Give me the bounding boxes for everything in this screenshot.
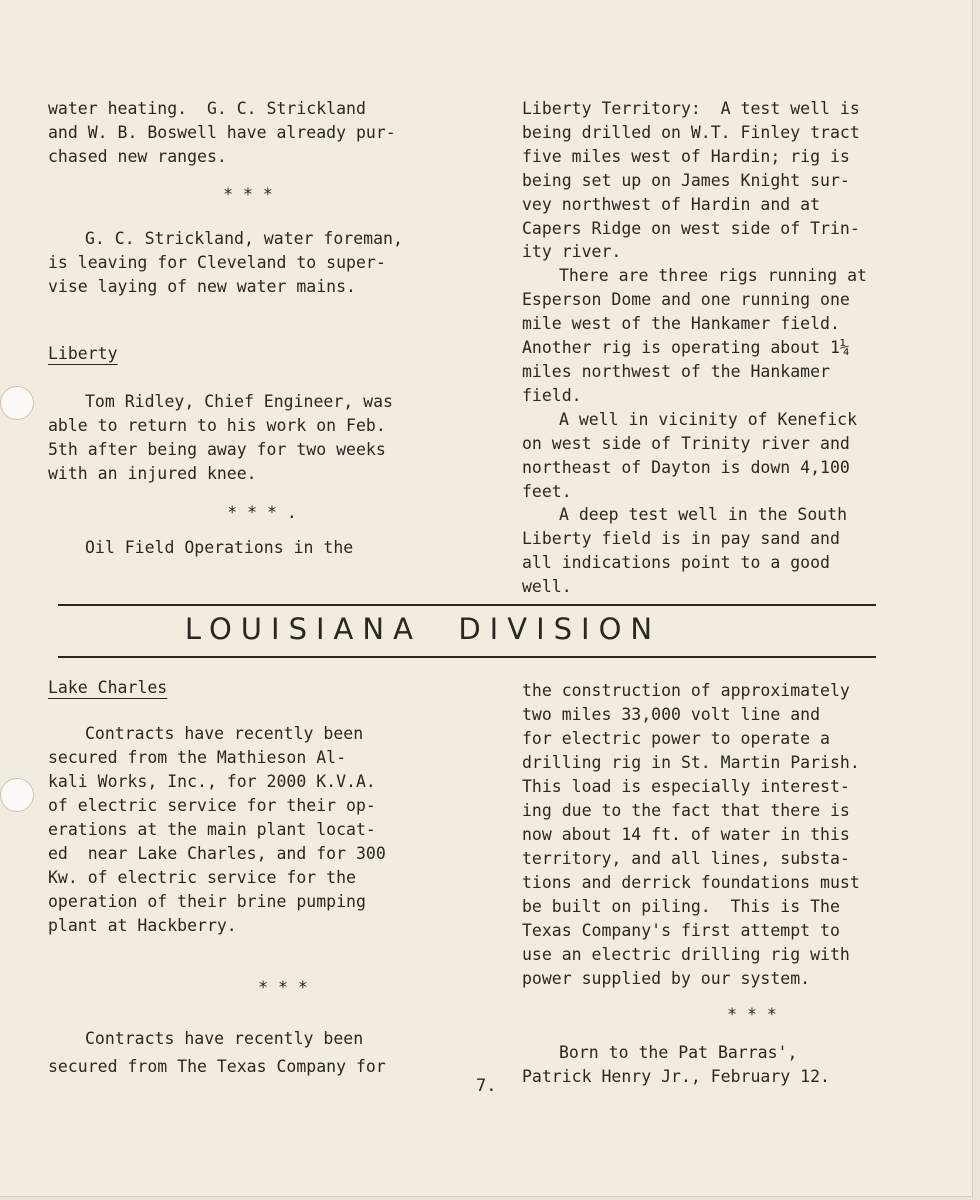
- text-line: feet.: [522, 481, 572, 501]
- punch-hole: [0, 778, 34, 812]
- text-line: There are three rigs running at: [559, 266, 867, 286]
- text-line: Liberty field is in pay sand and: [522, 529, 840, 549]
- text-line: miles northwest of the Hankamer: [522, 361, 830, 381]
- text-line: use an electric drilling rig with: [522, 945, 850, 964]
- text-line: now about 14 ft. of water in this: [522, 825, 850, 844]
- section-separator: * * *: [223, 185, 273, 204]
- text-line: tions and derrick foundations must: [522, 873, 860, 892]
- text-line: Born to the Pat Barras',: [559, 1043, 798, 1062]
- text-line: Texas Company's first attempt to: [522, 921, 840, 940]
- text-line: power supplied by our system.: [522, 969, 811, 988]
- text-line: mile west of the Hankamer field.: [522, 314, 840, 334]
- division-rule-top: [58, 604, 876, 606]
- section-heading: Liberty: [48, 344, 118, 363]
- text-line: ing due to the fact that there is: [522, 801, 850, 820]
- text-line: on west side of Trinity river and: [522, 433, 850, 453]
- section-separator: * * *: [258, 978, 308, 997]
- text-line: with an injured knee.: [48, 464, 257, 483]
- text-line: chased new ranges.: [48, 147, 227, 166]
- text-line: A deep test well in the South: [559, 505, 848, 525]
- text-line: secured from the Mathieson Al-: [48, 748, 347, 767]
- text-line: Capers Ridge on west side of Trin-: [522, 218, 860, 238]
- text-line: Liberty Territory: A test well is: [522, 99, 860, 118]
- text-line: 5th after being away for two weeks: [48, 440, 386, 459]
- bottom-right-column: [522, 679, 942, 1089]
- text-line: territory, and all lines, substa-: [522, 849, 850, 868]
- text-line: being set up on James Knight sur-: [522, 170, 850, 190]
- text-line: ed near Lake Charles, and for 300: [48, 844, 386, 863]
- text-line: and W. B. Boswell have already pur-: [48, 123, 396, 142]
- text-line: water heating. G. C. Strickland: [48, 99, 366, 118]
- text-line: secured from The Texas Company for: [48, 1057, 386, 1076]
- text-line: A well in vicinity of Kenefick: [559, 409, 858, 429]
- text-line: Tom Ridley, Chief Engineer, was: [85, 392, 393, 411]
- top-left-column: [48, 97, 468, 560]
- text-line: five miles west of Hardin; rig is: [522, 146, 850, 166]
- text-line: plant at Hackberry.: [48, 916, 237, 935]
- text-line: operation of their brine pumping: [48, 892, 366, 911]
- text-line: able to return to his work on Feb.: [48, 416, 386, 435]
- text-line: This load is especially interest-: [522, 777, 850, 796]
- text-line: erations at the main plant locat-: [48, 820, 376, 839]
- text-line: Patrick Henry Jr., February 12.: [522, 1067, 830, 1086]
- text-line: northeast of Dayton is down 4,100: [522, 457, 850, 477]
- text-line: for electric power to operate a: [522, 729, 830, 748]
- text-line: drilling rig in St. Martin Parish.: [522, 753, 860, 772]
- text-line: two miles 33,000 volt line and: [522, 705, 821, 724]
- text-line: being drilled on W.T. Finley tract: [522, 122, 860, 142]
- text-line: Contracts have recently been: [85, 1029, 364, 1048]
- text-line: Oil Field Operations in the: [85, 538, 354, 557]
- text-line: field.: [522, 385, 582, 405]
- text-line: Contracts have recently been: [85, 724, 364, 743]
- section-separator: * * * .: [227, 503, 297, 522]
- text-line: vey northwest of Hardin and at: [522, 194, 821, 214]
- text-line: be built on piling. This is The: [522, 897, 840, 916]
- punch-hole: [0, 386, 34, 420]
- text-line: well.: [522, 577, 572, 597]
- bottom-left-column: [48, 676, 468, 1079]
- text-line: ity river.: [522, 242, 622, 262]
- division-title: LOUISIANA DIVISION: [184, 612, 662, 646]
- text-line: vise laying of new water mains.: [48, 277, 356, 296]
- text-line: of electric service for their op-: [48, 796, 376, 815]
- page-number: 7.: [476, 1076, 497, 1096]
- text-line: all indications point to a good: [522, 553, 830, 573]
- section-separator: * * *: [727, 1005, 777, 1024]
- text-line: G. C. Strickland, water foreman,: [85, 229, 403, 248]
- text-line: kali Works, Inc., for 2000 K.V.A.: [48, 772, 376, 791]
- text-line: is leaving for Cleveland to super-: [48, 253, 386, 272]
- section-heading: Lake Charles: [48, 678, 168, 697]
- top-right-column: [522, 97, 942, 599]
- text-line: Esperson Dome and one running one: [522, 290, 850, 310]
- text-line: Another rig is operating about 1¼: [522, 338, 850, 358]
- division-rule-bottom: [58, 656, 876, 658]
- text-line: the construction of approximately: [522, 681, 850, 700]
- text-line: Kw. of electric service for the: [48, 868, 356, 887]
